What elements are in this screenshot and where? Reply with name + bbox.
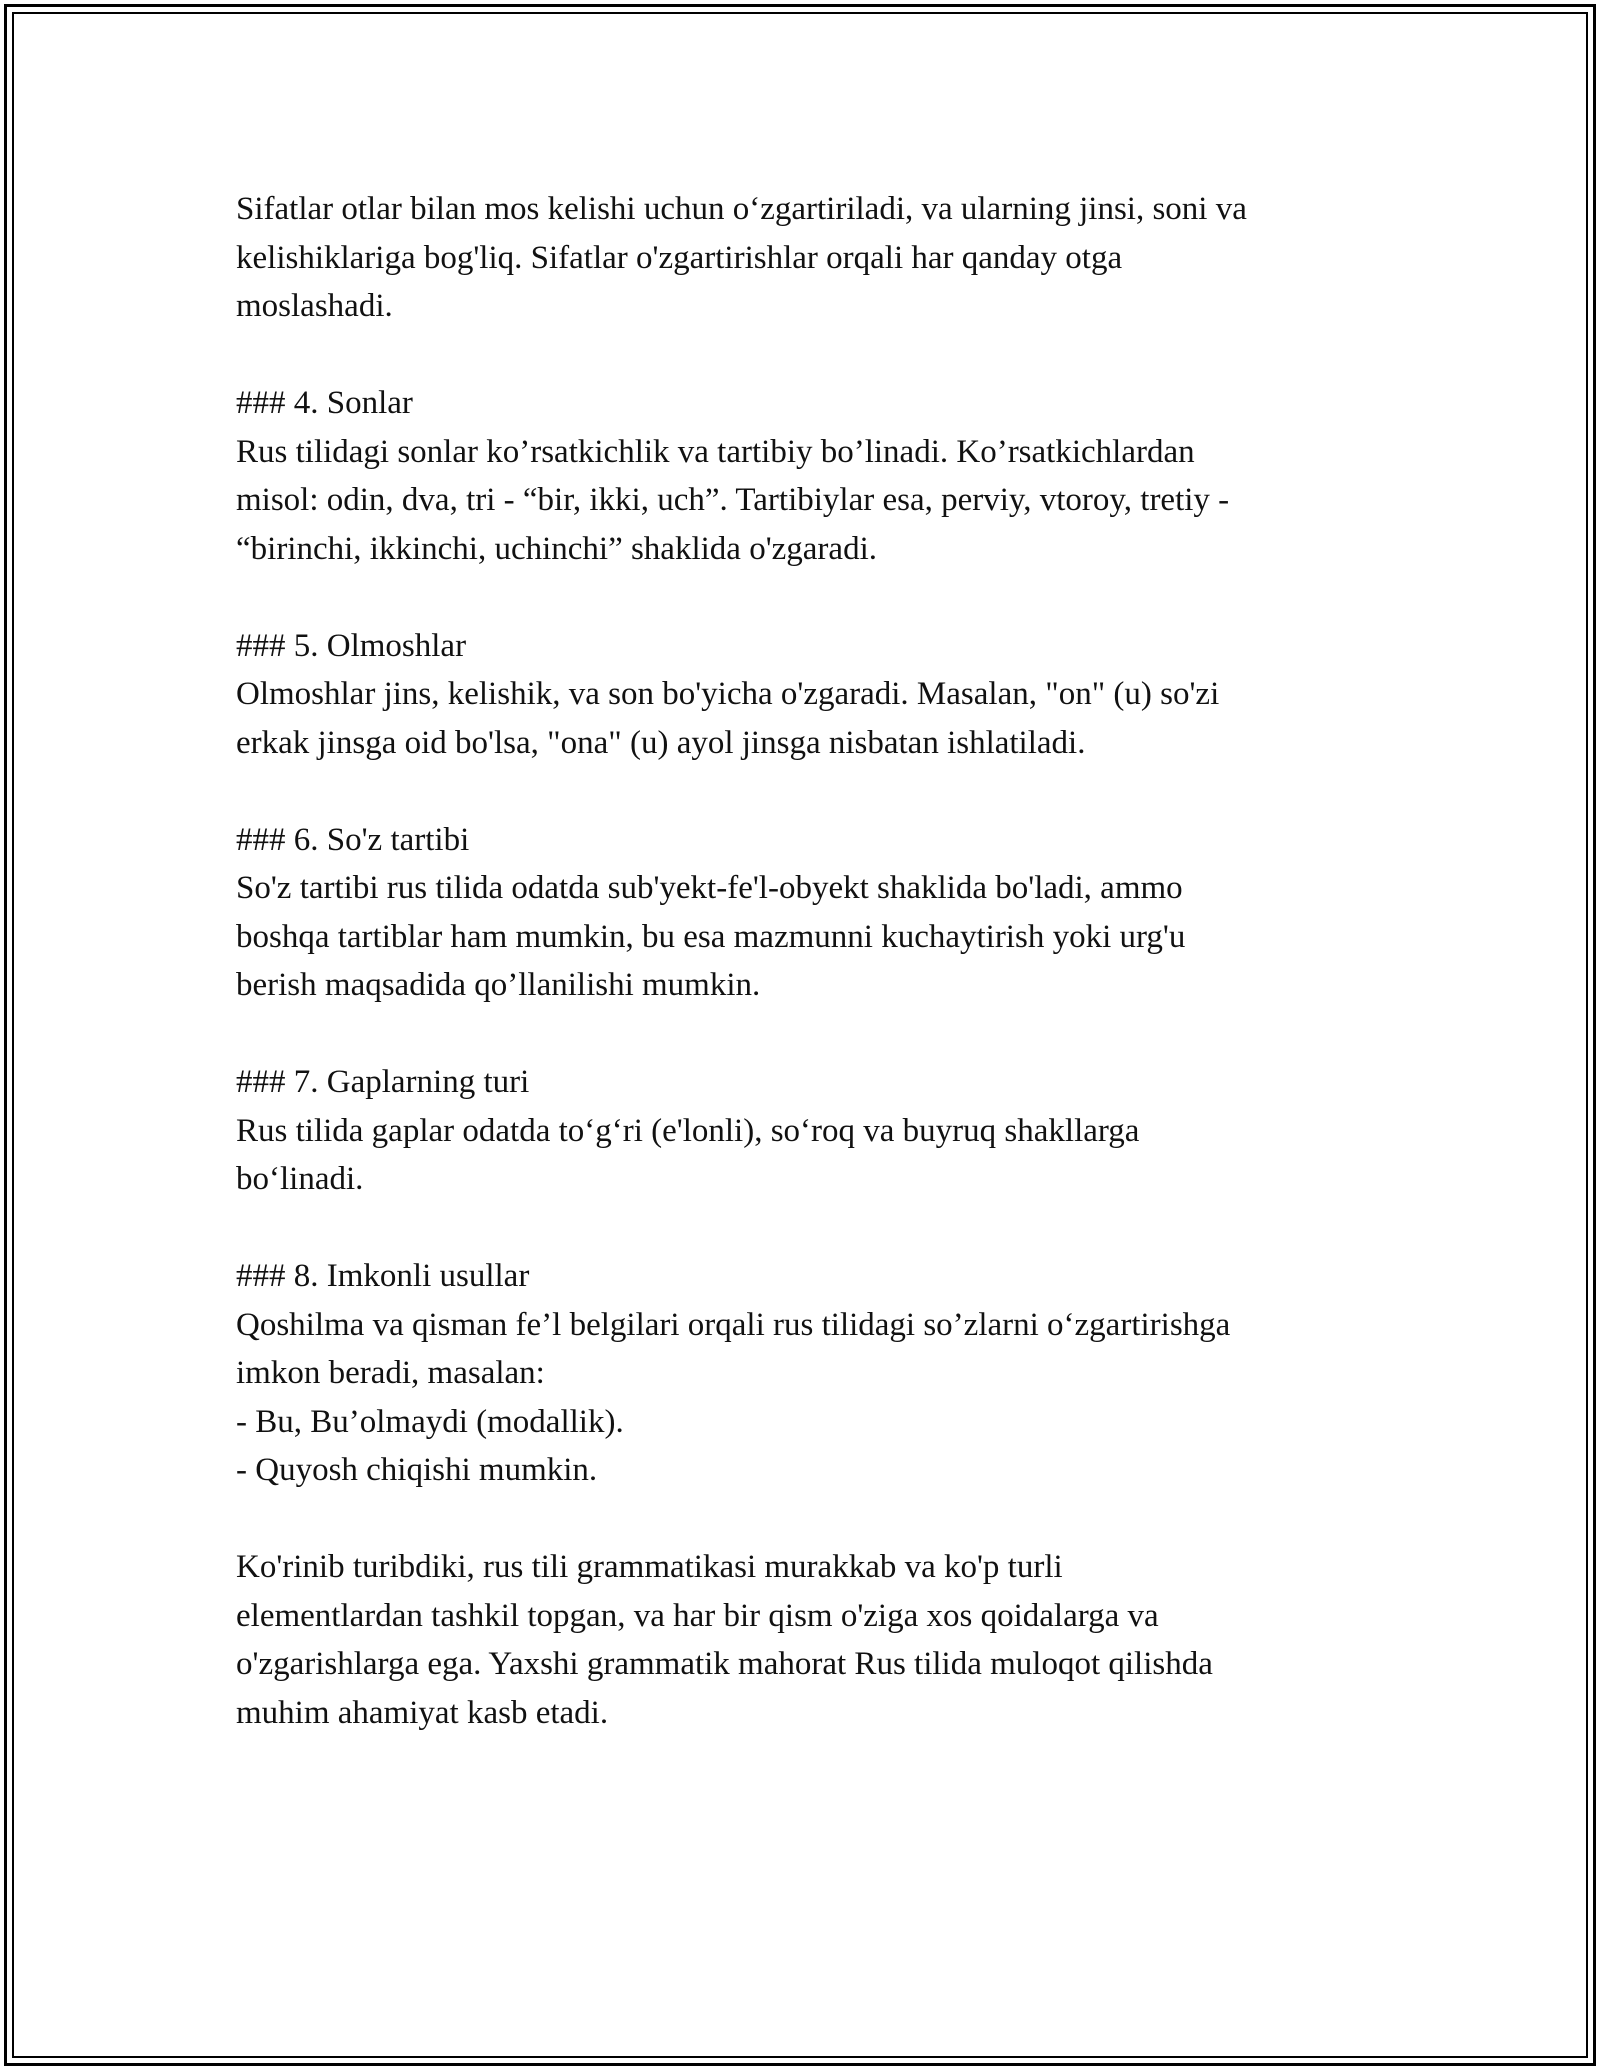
list-item: - Quyosh chiqishi mumkin. — [236, 1452, 598, 1488]
section-heading: ### 7. Gaplarning turi — [236, 1064, 530, 1100]
list-item: - Bu, Bu’olmaydi (modallik). — [236, 1403, 624, 1440]
section-heading: ### 6. So'z tartibi — [236, 821, 470, 858]
text-line: elementlardan tashkil topgan, va har bir qism o'ziga xos qoidalarga va — [236, 1597, 1159, 1634]
text-line: So'z tartibi rus tilida odatda sub'yekt-fe'l-obyekt shaklida bo'ladi, ammo — [236, 870, 1183, 906]
section-sentence-types — [236, 1058, 1386, 1204]
text-line: kelishiklariga bog'liq. Sifatlar o'zgartirishlar orqali har qanday otga — [236, 239, 1123, 276]
section-pronouns — [236, 622, 1386, 768]
text-line: Ko'rinib turibdiki, rus tili grammatikasi murakkab va ko'p turli — [236, 1549, 1063, 1585]
section-possible-methods — [236, 1252, 1386, 1495]
section-word-order — [236, 816, 1386, 1010]
text-line: misol: odin, dva, tri - “bir, ikki, uch”. Tartibiylar esa, perviy, vtoroy, tretiy - — [236, 482, 1230, 518]
text-line: o'zgarishlarga ega. Yaxshi grammatik mahorat Rus tilida muloqot qilishda — [236, 1646, 1213, 1682]
text-line: boshqa tartiblar ham mumkin, bu esa mazmunni kuchaytirish yoki urg'u — [236, 918, 1186, 955]
text-line: muhim ahamiyat kasb etadi. — [236, 1694, 609, 1731]
text-line: berish maqsadida qo’llanilishi mumkin. — [236, 967, 761, 1003]
paragraph-conclusion — [236, 1543, 1386, 1737]
text-line: imkon beradi, masalan: — [236, 1355, 545, 1391]
text-line: Olmoshlar jins, kelishik, va son bo'yicha o'zgaradi. Masalan, "on" (u) so'zi — [236, 676, 1220, 712]
text-line: Rus tilida gaplar odatda to‘g‘ri (e'lonli), so‘roq va buyruq shakllarga — [236, 1112, 1140, 1149]
text-line: Sifatlar otlar bilan mos kelishi uchun o‘zgartiriladi, va ularning jinsi, soni va — [236, 191, 1247, 227]
text-line: moslashadi. — [236, 288, 393, 324]
text-line: Qoshilma va qisman fe’l belgilari orqali rus tilidagi so’zlarni o‘zgartirishga — [236, 1306, 1231, 1343]
text-line: “birinchi, ikkinchi, uchinchi” shaklida o'zgaradi. — [236, 530, 877, 567]
section-numbers — [236, 379, 1386, 573]
section-heading: ### 8. Imkonli usullar — [236, 1258, 530, 1294]
text-line: erkak jinsga oid bo'lsa, "ona" (u) ayol jinsga nisbatan ishlatiladi. — [236, 724, 1086, 761]
document-body — [236, 185, 1386, 1737]
paragraph-adjectives — [236, 185, 1386, 331]
text-line: Rus tilidagi sonlar ko’rsatkichlik va tartibiy bo’linadi. Ko’rsatkichlardan — [236, 433, 1195, 470]
text-line: bo‘linadi. — [236, 1161, 364, 1197]
section-heading: ### 4. Sonlar — [236, 385, 413, 421]
section-heading: ### 5. Olmoshlar — [236, 627, 467, 664]
